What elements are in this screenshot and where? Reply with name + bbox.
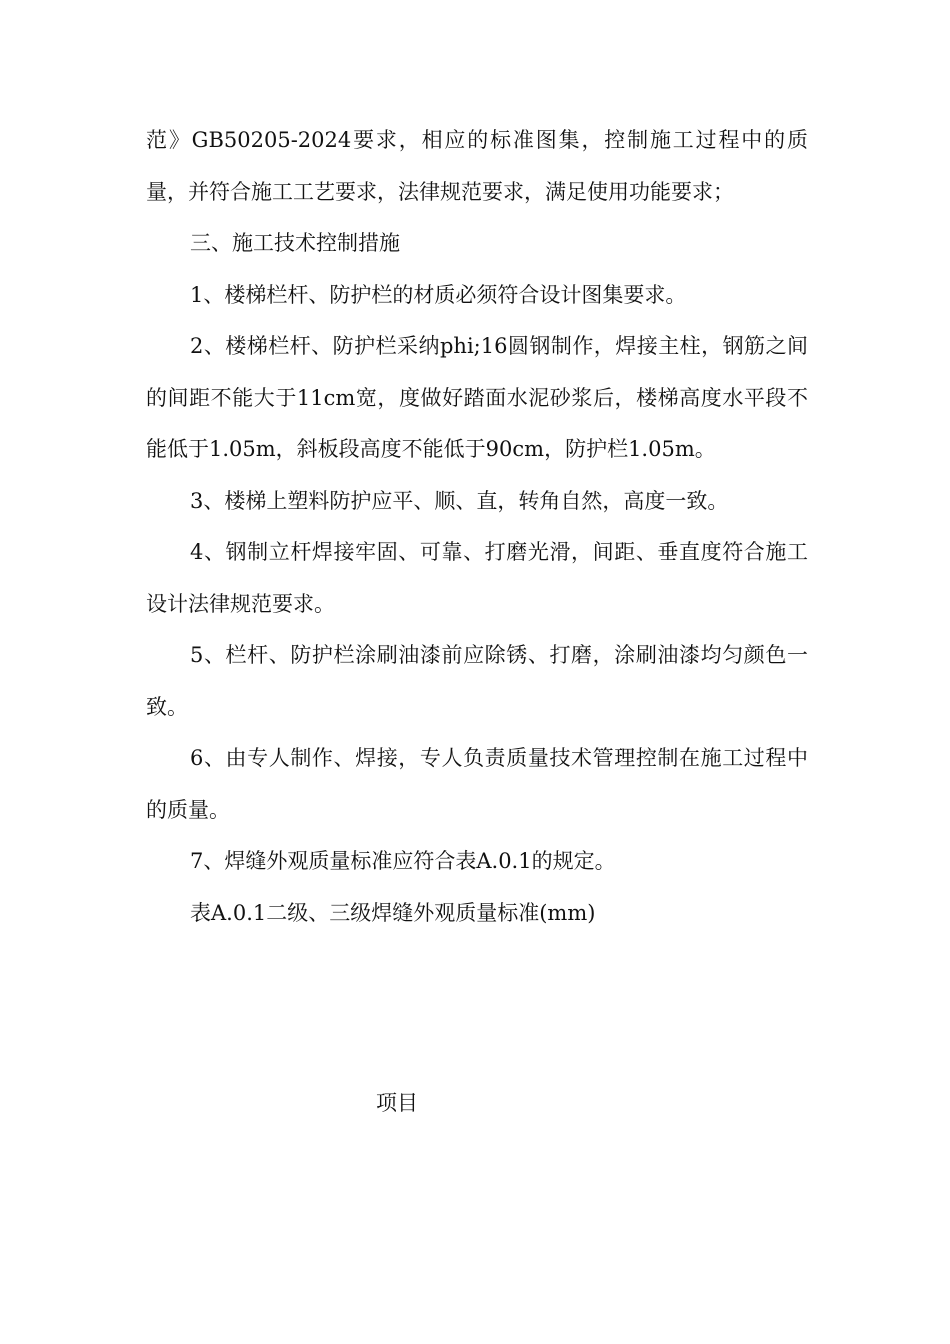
list-item: 5、栏杆、防护栏涂刷油漆前应除锈、打磨，涂刷油漆均匀颜色一致。: [146, 643, 808, 719]
list-item: 1、楼梯栏杆、防护栏的材质必须符合设计图集要求。: [190, 282, 687, 307]
table-caption: 表A.0.1二级、三级焊缝外观质量标准(mm): [190, 900, 596, 925]
document-body: [146, 115, 808, 939]
list-item: 4、钢制立杆焊接牢固、可靠、打磨光滑，间距、垂直度符合施工设计法律规范要求。: [146, 540, 808, 616]
list-item: 7、焊缝外观质量标准应符合表A.0.1的规定。: [190, 849, 616, 873]
paragraph-continuation: 范》GB50205-2024要求，相应的标准图集，控制施工过程中的质量，并符合施工工艺要求，法律规范要求，满足使用功能要求；: [146, 128, 808, 204]
list-item: 2、楼梯栏杆、防护栏采纳phi;16圆钢制作，焊接主柱，钢筋之间的间距不能大于11cm宽，度做好踏面水泥砂浆后，楼梯高度水平段不能低于1.05m，斜板段高度不能低于90cm，防护栏1.05m。: [146, 334, 808, 461]
section-heading: 三、施工技术控制措施: [190, 231, 400, 255]
list-item: 6、由专人制作、焊接，专人负责质量技术管理控制在施工过程中的质量。: [146, 746, 808, 822]
list-item: 3、楼梯上塑料防护应平、顺、直，转角自然，高度一致。: [190, 488, 729, 513]
table-header-cell: 项目: [376, 1091, 418, 1115]
